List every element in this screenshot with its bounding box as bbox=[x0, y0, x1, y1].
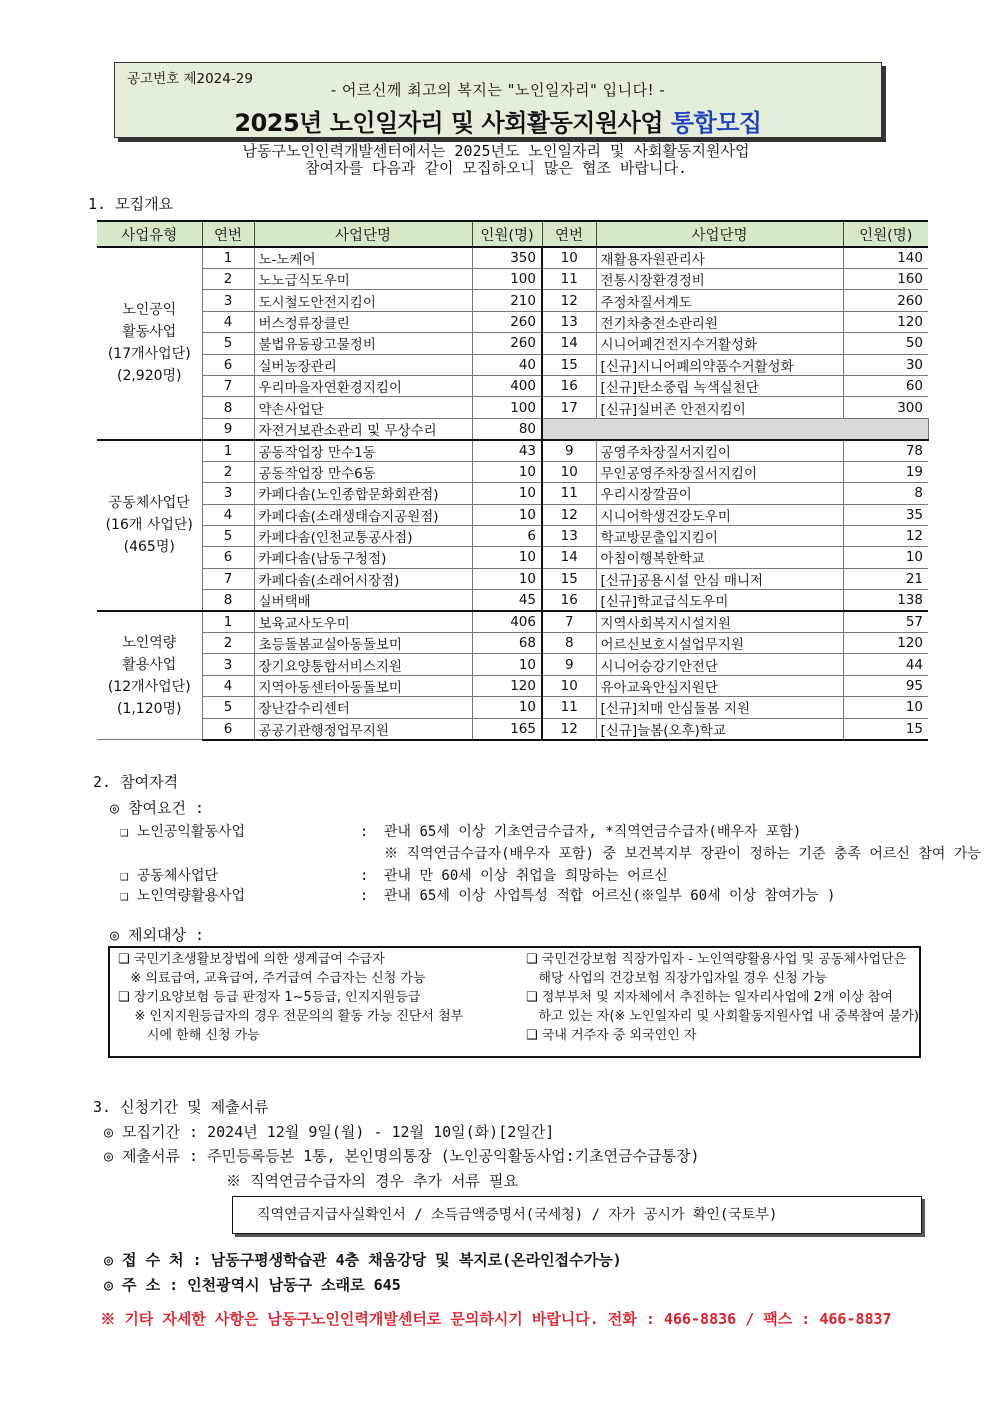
row-count-left: 43 bbox=[472, 440, 542, 462]
header-name-left: 사업단명 bbox=[254, 221, 472, 247]
title-highlight: 통합모집 bbox=[670, 109, 762, 137]
header-no-left: 연번 bbox=[202, 221, 254, 247]
period-row bbox=[104, 1121, 554, 1142]
row-no-right: 9 bbox=[542, 440, 596, 462]
exclusion-item: ❑ 국민기초생활보장법에 의한 생계급여 수급자 bbox=[118, 952, 385, 967]
row-name-right: 공영주차장질서지킴이 bbox=[596, 440, 843, 462]
row-count-left: 6 bbox=[472, 525, 542, 546]
row-name-left: 노노급식도우미 bbox=[254, 269, 472, 290]
docs-text: 주민등록등본 1통, 본인명의통장 (노인공익활동사업:기초연금수급통장) bbox=[207, 1147, 700, 1165]
exclusion-item: ※ 의료급여, 교육급여, 주거급여 수급자는 신청 가능 bbox=[118, 971, 426, 986]
business-type-cell bbox=[97, 440, 202, 611]
row-no-left: 3 bbox=[202, 483, 254, 504]
section-1-title: 1. 모집개요 bbox=[88, 195, 174, 213]
intro-line-1: 남동구노인인력개발센터에서는 2025년도 노인일자리 및 사회활동지원사업 bbox=[242, 142, 750, 160]
empty-cell bbox=[542, 418, 928, 440]
requirement-label: ❑ 공동체사업단 bbox=[120, 868, 219, 884]
row-count-left: 45 bbox=[472, 590, 542, 612]
row-count-left: 10 bbox=[472, 568, 542, 589]
place-text: 남동구평생학습관 4층 채움강당 및 복지로(온라인접수가능) bbox=[210, 1251, 622, 1269]
row-name-right: 어르신보호시설업무지원 bbox=[596, 633, 843, 654]
table-row bbox=[97, 568, 928, 589]
address-label: ◎ 주 소 : bbox=[104, 1276, 179, 1294]
row-count-right: 50 bbox=[843, 333, 928, 354]
requirement-row bbox=[92, 886, 932, 906]
header-count-left: 인원(명) bbox=[472, 221, 542, 247]
row-name-left: 지역아동센터아동돌보미 bbox=[254, 675, 472, 696]
row-count-right: 15 bbox=[843, 718, 928, 740]
row-count-left: 260 bbox=[472, 311, 542, 332]
row-no-right: 7 bbox=[542, 611, 596, 633]
notice-number: 공고번호 제2024-29 bbox=[127, 71, 253, 87]
row-no-right: 13 bbox=[542, 311, 596, 332]
row-count-right: 138 bbox=[843, 590, 928, 612]
row-name-left: 버스정류장클린 bbox=[254, 311, 472, 332]
tagline: - 어르신께 최고의 복지는 "노인일자리" 입니다! - bbox=[330, 81, 666, 99]
table-row bbox=[97, 311, 928, 332]
row-no-right: 10 bbox=[542, 247, 596, 269]
docs-row bbox=[104, 1145, 700, 1166]
row-count-right: 12 bbox=[843, 525, 928, 546]
row-count-left: 10 bbox=[472, 697, 542, 718]
row-no-left: 6 bbox=[202, 354, 254, 375]
row-no-left: 1 bbox=[202, 611, 254, 633]
row-no-right: 16 bbox=[542, 375, 596, 396]
header-name-right: 사업단명 bbox=[596, 221, 843, 247]
row-name-right: [신규]시니어폐의약품수거활성화 bbox=[596, 354, 843, 375]
row-count-left: 400 bbox=[472, 375, 542, 396]
row-no-right: 11 bbox=[542, 269, 596, 290]
row-count-right: 300 bbox=[843, 397, 928, 418]
row-no-left: 5 bbox=[202, 697, 254, 718]
exclusions-right bbox=[526, 950, 919, 1045]
row-no-left: 9 bbox=[202, 418, 254, 440]
requirement-text: 관내 65세 이상 사업특성 적합 어르신(※일부 60세 이상 참여가능 ) bbox=[384, 888, 836, 904]
row-name-left: 자전거보관소관리 및 무상수리 bbox=[254, 418, 472, 440]
table-row bbox=[97, 547, 928, 568]
row-count-right: 19 bbox=[843, 461, 928, 482]
row-name-right: 시니어학생건강도우미 bbox=[596, 504, 843, 525]
row-name-right: 시니어승강기안전단 bbox=[596, 654, 843, 675]
row-name-right: [신규]학교급식도우미 bbox=[596, 590, 843, 612]
business-type-cell bbox=[97, 611, 202, 740]
business-type-label: (1,120명) bbox=[116, 700, 182, 717]
page-title bbox=[115, 103, 881, 138]
row-count-right: 60 bbox=[843, 375, 928, 396]
row-name-left: 노-노케어 bbox=[254, 247, 472, 269]
row-no-left: 6 bbox=[202, 547, 254, 568]
row-name-left: 카페다솜(인천교통공사점) bbox=[254, 525, 472, 546]
row-count-right: 21 bbox=[843, 568, 928, 589]
row-no-right: 11 bbox=[542, 697, 596, 718]
row-count-left: 68 bbox=[472, 633, 542, 654]
row-no-right: 12 bbox=[542, 718, 596, 740]
row-name-left: 보육교사도우미 bbox=[254, 611, 472, 633]
requirement-row bbox=[92, 866, 932, 886]
row-count-left: 10 bbox=[472, 547, 542, 568]
recruit-table bbox=[97, 220, 929, 741]
intro-text bbox=[0, 143, 992, 177]
exclusion-item: ❑ 장기요양보험 등급 판정자 1~5등급, 인지지원등급 bbox=[118, 990, 421, 1005]
row-no-left: 5 bbox=[202, 333, 254, 354]
row-no-left: 8 bbox=[202, 590, 254, 612]
table-row bbox=[97, 590, 928, 612]
row-name-left: 실버택배 bbox=[254, 590, 472, 612]
row-name-right: 재활용자원관리사 bbox=[596, 247, 843, 269]
row-no-left: 6 bbox=[202, 718, 254, 740]
exclusion-item: ❑ 국내 거주자 중 외국인인 자 bbox=[526, 1028, 697, 1043]
section-2-title: 2. 참여자격 bbox=[93, 773, 179, 791]
requirement-text: 관내 65세 이상 기초연금수급자, *직역연금수급자(배우자 포함) bbox=[384, 824, 802, 840]
row-name-right: 전통시장환경정비 bbox=[596, 269, 843, 290]
table-header-row bbox=[97, 221, 928, 247]
row-no-right: 15 bbox=[542, 568, 596, 589]
business-type-label: 공동체사업단 bbox=[108, 495, 190, 512]
row-name-left: 초등돌봄교실아동돌보미 bbox=[254, 633, 472, 654]
row-name-right: 시니어폐건전지수거활성화 bbox=[596, 333, 843, 354]
row-name-right: [신규]탄소중립 녹색실천단 bbox=[596, 375, 843, 396]
row-no-left: 2 bbox=[202, 633, 254, 654]
row-no-right: 13 bbox=[542, 525, 596, 546]
row-no-left: 5 bbox=[202, 525, 254, 546]
table-row bbox=[97, 269, 928, 290]
row-no-left: 7 bbox=[202, 568, 254, 589]
row-name-left: 공동작업장 만수1동 bbox=[254, 440, 472, 462]
row-no-right: 9 bbox=[542, 654, 596, 675]
row-no-left: 3 bbox=[202, 654, 254, 675]
row-no-right: 14 bbox=[542, 333, 596, 354]
recruit-table-body bbox=[97, 247, 928, 740]
business-type-label: (17개사업단) bbox=[107, 346, 191, 363]
row-name-right: 주정차질서계도 bbox=[596, 290, 843, 311]
row-name-right: [신규]치매 안심돌봄 지원 bbox=[596, 697, 843, 718]
row-no-left: 2 bbox=[202, 461, 254, 482]
period-label: ◎ 모집기간 : bbox=[104, 1123, 199, 1141]
place-label: ◎ 접 수 처 : bbox=[104, 1251, 202, 1269]
requirement-row bbox=[92, 844, 981, 864]
row-count-left: 100 bbox=[472, 397, 542, 418]
row-count-left: 406 bbox=[472, 611, 542, 633]
exclusions-left bbox=[118, 950, 463, 1045]
row-name-left: 우리마을자연환경지킴이 bbox=[254, 375, 472, 396]
table-row bbox=[97, 611, 928, 633]
table-row bbox=[97, 675, 928, 696]
row-no-right: 12 bbox=[542, 504, 596, 525]
row-no-left: 3 bbox=[202, 290, 254, 311]
row-count-left: 120 bbox=[472, 675, 542, 696]
row-name-right: [신규]늘봄(오후)학교 bbox=[596, 718, 843, 740]
header-count-right: 인원(명) bbox=[843, 221, 928, 247]
row-name-left: 공동작업장 만수6동 bbox=[254, 461, 472, 482]
header-box bbox=[114, 62, 882, 138]
header-no-right: 연번 bbox=[542, 221, 596, 247]
exclusion-item: 해당 사업의 건강보험 직장가입자일 경우 신청 가능 bbox=[526, 971, 827, 986]
row-count-right: 57 bbox=[843, 611, 928, 633]
docs-note: ※ 직역연금수급자의 경우 추가 서류 필요 bbox=[226, 1172, 518, 1190]
row-name-left: 장기요양통합서비스지원 bbox=[254, 654, 472, 675]
place-row bbox=[104, 1249, 622, 1270]
row-name-left: 카페다솜(남동구청점) bbox=[254, 547, 472, 568]
row-name-right: [신규]공용시설 안심 매니저 bbox=[596, 568, 843, 589]
table-row bbox=[97, 654, 928, 675]
exclusion-item: ❑ 국민건강보험 직장가입자 - 노인역량활용사업 및 공동체사업단은 bbox=[526, 952, 907, 967]
row-count-right: 160 bbox=[843, 269, 928, 290]
row-no-left: 1 bbox=[202, 440, 254, 462]
intro-line-2: 참여자를 다음과 같이 모집하오니 많은 협조 바랍니다. bbox=[305, 159, 687, 177]
row-name-left: 카페다솜(소래생태습지공원점) bbox=[254, 504, 472, 525]
header-type: 사업유형 bbox=[97, 221, 202, 247]
business-type-label: 노인공익 bbox=[122, 302, 177, 319]
row-no-left: 7 bbox=[202, 375, 254, 396]
requirements-heading: ◎ 참여요건 : bbox=[110, 799, 205, 817]
row-count-left: 10 bbox=[472, 483, 542, 504]
row-name-left: 장난감수리센터 bbox=[254, 697, 472, 718]
table-row bbox=[97, 697, 928, 718]
docs-label: ◎ 제출서류 : bbox=[104, 1147, 199, 1165]
row-name-right: 우리시장깔끔이 bbox=[596, 483, 843, 504]
business-type-label: (465명) bbox=[123, 539, 175, 556]
table-row bbox=[97, 718, 928, 740]
requirement-text: ※ 직역연금수급자(배우자 포함) 중 보건복지부 장관이 정하는 기준 충족 어르신 참여 가능 bbox=[384, 846, 981, 862]
row-no-left: 2 bbox=[202, 269, 254, 290]
table-row bbox=[97, 418, 928, 440]
title-main: 2025년 노인일자리 및 사회활동지원사업 bbox=[234, 109, 671, 137]
table-row bbox=[97, 633, 928, 654]
business-type-label: (2,920명) bbox=[116, 368, 182, 385]
table-row bbox=[97, 354, 928, 375]
table-row bbox=[97, 440, 928, 462]
row-count-right: 120 bbox=[843, 633, 928, 654]
row-name-right: 무인공영주차장질서지킴이 bbox=[596, 461, 843, 482]
business-type-label: (12개사업단) bbox=[107, 678, 191, 695]
table-row bbox=[97, 290, 928, 311]
exclusion-item: ❑ 정부부처 및 지자체에서 추진하는 일자리사업에 2개 이상 참여 bbox=[526, 990, 893, 1005]
row-name-left: 공공기관행정업무지원 bbox=[254, 718, 472, 740]
table-row bbox=[97, 333, 928, 354]
row-count-right: 78 bbox=[843, 440, 928, 462]
row-no-right: 12 bbox=[542, 290, 596, 311]
row-no-left: 4 bbox=[202, 311, 254, 332]
row-no-right: 15 bbox=[542, 354, 596, 375]
row-no-left: 4 bbox=[202, 675, 254, 696]
row-name-right: 학교방문출입지킴이 bbox=[596, 525, 843, 546]
requirement-colon: : bbox=[360, 868, 369, 884]
table-row bbox=[97, 397, 928, 418]
row-name-right: 아침이행복한학교 bbox=[596, 547, 843, 568]
row-no-left: 4 bbox=[202, 504, 254, 525]
row-no-right: 17 bbox=[542, 397, 596, 418]
business-type-label: 활용사업 bbox=[122, 656, 177, 673]
requirement-label: ❑ 노인역량활용사업 bbox=[120, 888, 246, 904]
section-3-title: 3. 신청기간 및 제출서류 bbox=[93, 1098, 269, 1116]
row-count-right: 95 bbox=[843, 675, 928, 696]
table-row bbox=[97, 525, 928, 546]
table-row bbox=[97, 461, 928, 482]
row-count-left: 350 bbox=[472, 247, 542, 269]
row-name-right: 지역사회복지시설지원 bbox=[596, 611, 843, 633]
table-row bbox=[97, 483, 928, 504]
row-count-left: 40 bbox=[472, 354, 542, 375]
row-count-left: 10 bbox=[472, 654, 542, 675]
business-type-label: 활동사업 bbox=[122, 324, 177, 341]
row-no-right: 8 bbox=[542, 633, 596, 654]
row-no-right: 10 bbox=[542, 675, 596, 696]
row-name-left: 카페다솜(소래어시장점) bbox=[254, 568, 472, 589]
address-text: 인천광역시 남동구 소래로 645 bbox=[187, 1276, 401, 1294]
row-no-right: 11 bbox=[542, 483, 596, 504]
row-count-right: 260 bbox=[843, 290, 928, 311]
requirement-text: 관내 만 60세 이상 취업을 희망하는 어르신 bbox=[384, 868, 668, 884]
table-row bbox=[97, 504, 928, 525]
row-no-right: 10 bbox=[542, 461, 596, 482]
row-count-left: 10 bbox=[472, 461, 542, 482]
period-text: 2024년 12월 9일(월) - 12월 10일(화)[2일간] bbox=[207, 1123, 555, 1141]
row-no-right: 16 bbox=[542, 590, 596, 612]
row-name-left: 도시철도안전지킴이 bbox=[254, 290, 472, 311]
row-no-left: 1 bbox=[202, 247, 254, 269]
row-count-right: 10 bbox=[843, 547, 928, 568]
row-count-right: 35 bbox=[843, 504, 928, 525]
exclusion-item: 하고 있는 자(※ 노인일자리 및 사회활동지원사업 내 중복참여 불가) bbox=[526, 1009, 920, 1024]
row-name-left: 카페다솜(노인종합문화회관점) bbox=[254, 483, 472, 504]
row-no-right: 14 bbox=[542, 547, 596, 568]
address-row bbox=[104, 1274, 401, 1295]
exclusion-item: 시에 한해 신청 가능 bbox=[118, 1028, 260, 1043]
row-count-left: 100 bbox=[472, 269, 542, 290]
requirement-row bbox=[92, 822, 932, 842]
exclusion-item: ※ 인지지원등급자의 경우 전문의의 활동 가능 진단서 첨부 bbox=[118, 1009, 464, 1024]
row-count-right: 44 bbox=[843, 654, 928, 675]
row-count-left: 260 bbox=[472, 333, 542, 354]
requirement-label: ❑ 노인공익활동사업 bbox=[120, 824, 246, 840]
row-name-left: 약손사업단 bbox=[254, 397, 472, 418]
additional-docs-box: 직역연금지급사실확인서 / 소득금액증명서(국세청) / 자가 공시가 확인(국토부) bbox=[232, 1196, 922, 1234]
row-count-right: 10 bbox=[843, 697, 928, 718]
row-name-left: 실버농장관리 bbox=[254, 354, 472, 375]
row-count-left: 80 bbox=[472, 418, 542, 440]
table-row bbox=[97, 375, 928, 396]
row-name-right: 유아교육안심지원단 bbox=[596, 675, 843, 696]
row-count-right: 8 bbox=[843, 483, 928, 504]
row-count-right: 140 bbox=[843, 247, 928, 269]
row-count-right: 30 bbox=[843, 354, 928, 375]
row-count-right: 120 bbox=[843, 311, 928, 332]
exclusions-box bbox=[108, 946, 921, 1058]
business-type-label: 노인역량 bbox=[122, 634, 177, 651]
row-count-left: 10 bbox=[472, 504, 542, 525]
requirement-colon: : bbox=[360, 824, 369, 840]
row-name-right: [신규]실버존 안전지킴이 bbox=[596, 397, 843, 418]
footer-contact: ※ 기타 자세한 사항은 남동구노인인력개발센터로 문의하시기 바랍니다. 전화 : 466-8836 / 팩스 : 466-8837 bbox=[100, 1310, 892, 1328]
row-count-left: 165 bbox=[472, 718, 542, 740]
business-type-cell bbox=[97, 247, 202, 440]
row-name-right: 전기차충전소관리원 bbox=[596, 311, 843, 332]
row-count-left: 210 bbox=[472, 290, 542, 311]
exclusions-heading: ◎ 제외대상 : bbox=[110, 926, 205, 944]
table-row bbox=[97, 247, 928, 269]
row-no-left: 8 bbox=[202, 397, 254, 418]
requirement-colon: : bbox=[360, 888, 369, 904]
row-name-left: 불법유동광고물정비 bbox=[254, 333, 472, 354]
business-type-label: (16개 사업단) bbox=[105, 517, 193, 534]
